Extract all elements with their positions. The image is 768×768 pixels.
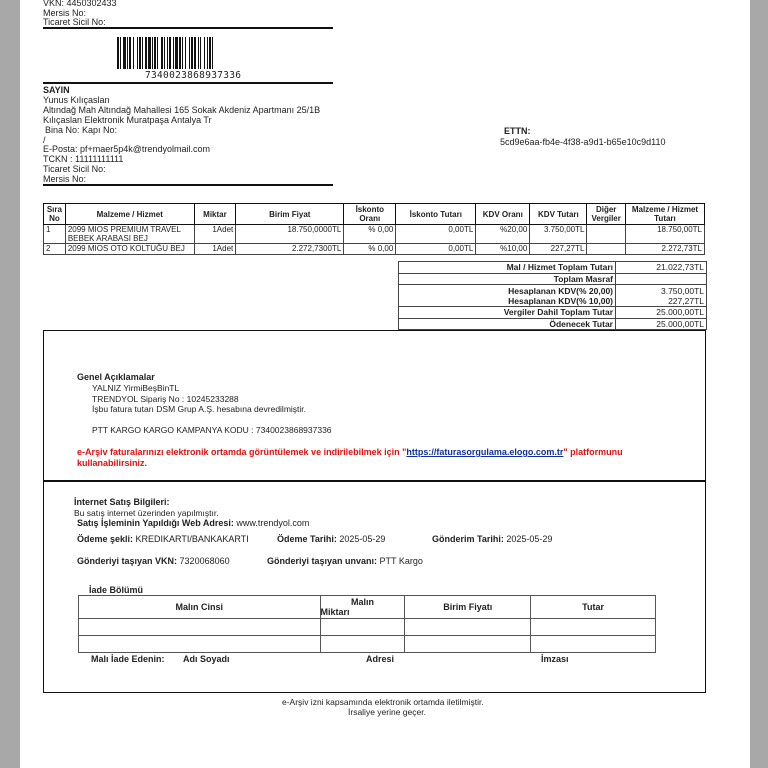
returner-signature-label: İmzası [541,654,569,664]
table-row [79,636,656,653]
carrier-name: Gönderiyi taşıyan unvanı: PTT Kargo [267,556,423,566]
footer-line: İrsaliye yerine geçer. [348,707,426,717]
return-col-header: Malın Cinsi [79,596,321,619]
cell: 18.750,0000TL [236,225,344,244]
cell: 2.272,7300TL [236,244,344,255]
seller-ticaret: Ticaret Sicil No: [43,17,106,27]
col-header: Birim Fiyat [236,204,344,225]
seller-vkn: VKN: 4450302433 [43,0,117,8]
faturasorgulama-link[interactable]: https://faturasorgulama.elogo.com.tr [406,447,564,457]
total-mal-hizmet: Mal / Hizmet Toplam Tutarı 21.022,73TL [399,261,706,273]
notes-line: YALNIZ YirmiBeşBinTL [92,383,180,393]
total-kdv: Hesaplanan KDV(% 20,00) Hesaplanan KDV(% 10,00) 3.750,00TL 227,27TL [399,284,706,306]
col-header: KDV Oranı [476,204,530,225]
cell: 1 [44,225,66,244]
cell: 18.750,00TL [625,225,704,244]
buyer-mersis: Mersis No: [43,174,87,184]
cell: 1Adet [194,244,236,255]
barcode-number: 7340023868937336 [145,70,242,81]
col-header: Malzeme / Hizmet Tutarı [625,204,704,225]
buyer-slash: / [43,135,46,145]
payment-date: Ödeme Tarihi: 2025-05-29 [277,534,386,544]
cell: 1Adet [194,225,236,244]
cell: 2099 MIOS OTO KOLTUĞU BEJ [65,244,194,255]
buyer-email: E-Posta: pf+maer5p4k@trendyolmail.com [43,144,210,154]
col-header: İskonto Oranı [344,204,396,225]
shipping-date: Gönderim Tarihi: 2025-05-29 [432,534,553,544]
cell: 227,27TL [530,244,587,255]
cell [587,225,625,244]
cell: 0,00TL [396,244,476,255]
table-row [79,619,656,636]
col-header: Sıra No [44,204,66,225]
footer-line: e-Arşiv izni kapsamında elektronik ortamda iletilmiştir. [282,697,484,707]
items-table [43,203,705,255]
col-header: Miktar [194,204,236,225]
payment-method: Ödeme şekli: KREDIKARTI/BANKAKARTI [77,534,249,544]
buyer-heading: SAYIN [43,85,70,95]
notes-line: PTT KARGO KARGO KAMPANYA KODU : 7340023868937336 [92,425,332,435]
barcode-image [117,37,261,69]
cell: 2.272,73TL [625,244,704,255]
cell: % 0,00 [344,225,396,244]
cell: 3.750,00TL [530,225,587,244]
col-header: İskonto Tutarı [396,204,476,225]
ettn-value: 5cd9e6aa-fb4e-4f38-a9d1-b65e10c9d110 [500,137,666,147]
web-address: Satış İşleminin Yapıldığı Web Adresi: www.trendyol.com [77,518,310,528]
cell: 0,00TL [396,225,476,244]
return-header-row [79,596,656,619]
totals-block [398,261,707,330]
divider [43,184,333,186]
return-col-header: Birim Fiyatı [405,596,531,619]
buyer-address-line2: Kılıçaslan Elektronik Muratpaşa Antalya Tr [43,115,212,125]
internet-line: Bu satış internet üzerinden yapılmıştır. [74,508,219,518]
col-header: Malzeme / Hizmet [65,204,194,225]
returner-label: Malı İade Edenin: [91,654,165,664]
items-header-row [44,204,705,225]
buyer-ticaret: Ticaret Sicil No: [43,164,106,174]
total-vergiler-dahil: Vergiler Dahil Toplam Tutar 25.000,00TL [399,306,706,318]
buyer-name: Yunus Kılıçaslan [43,95,110,105]
ettn-label: ETTN: [504,126,531,136]
table-row [44,244,705,255]
cell: 2 [44,244,66,255]
invoice-page [20,0,750,768]
cell: %10,00 [476,244,530,255]
return-col-header: Malın Miktarı [320,596,405,619]
cell: %20,00 [476,225,530,244]
cell: 2099 MIOS PREMIUM TRAVEL BEBEK ARABASI BEJ [65,225,194,244]
cell [587,244,625,255]
notes-box [43,330,706,482]
notes-line: İşbu fatura tutarı DSM Grup A.Ş. hesabına devredilmiştir. [92,404,307,414]
total-masraf: Toplam Masraf [399,273,706,285]
earsiv-warning-line2: kullanabilirsiniz. [77,458,148,468]
return-col-header: Tutar [531,596,656,619]
total-odenecek: Ödenecek Tutar 25.000,00TL [399,318,706,330]
notes-line: TRENDYOL Sipariş No : 10245233288 [92,394,239,404]
buyer-bina: Bina No: Kapı No: [45,125,118,135]
carrier-vkn: Gönderiyi taşıyan VKN: 7320068060 [77,556,230,566]
buyer-tckn: TCKN : 11111111111 [43,154,124,164]
returner-name-label: Adı Soyadı [183,654,230,664]
notes-heading: Genel Açıklamalar [77,372,155,382]
cell: % 0,00 [344,244,396,255]
divider [43,82,333,84]
return-table [78,595,656,653]
col-header: KDV Tutarı [530,204,587,225]
divider [43,27,333,29]
iade-heading: İade Bölümü [89,585,144,595]
earsiv-warning: e-Arşiv faturalarınızı elektronik ortamda görüntülemek ve indirilebilmek için "https://faturasorgulama.elogo.com.tr" platformunu [77,447,623,457]
seller-mersis: Mersis No: [43,8,87,18]
internet-heading: İnternet Satış Bilgileri: [74,497,170,507]
col-header: Diğer Vergiler [587,204,625,225]
returner-address-label: Adresi [366,654,395,664]
buyer-address-line1: Altındağ Mah Altındağ Mahallesi 165 Sokak Akdeniz Apartmanı 25/1B [43,105,321,115]
table-row [44,225,705,244]
barcode-bar [213,37,215,69]
